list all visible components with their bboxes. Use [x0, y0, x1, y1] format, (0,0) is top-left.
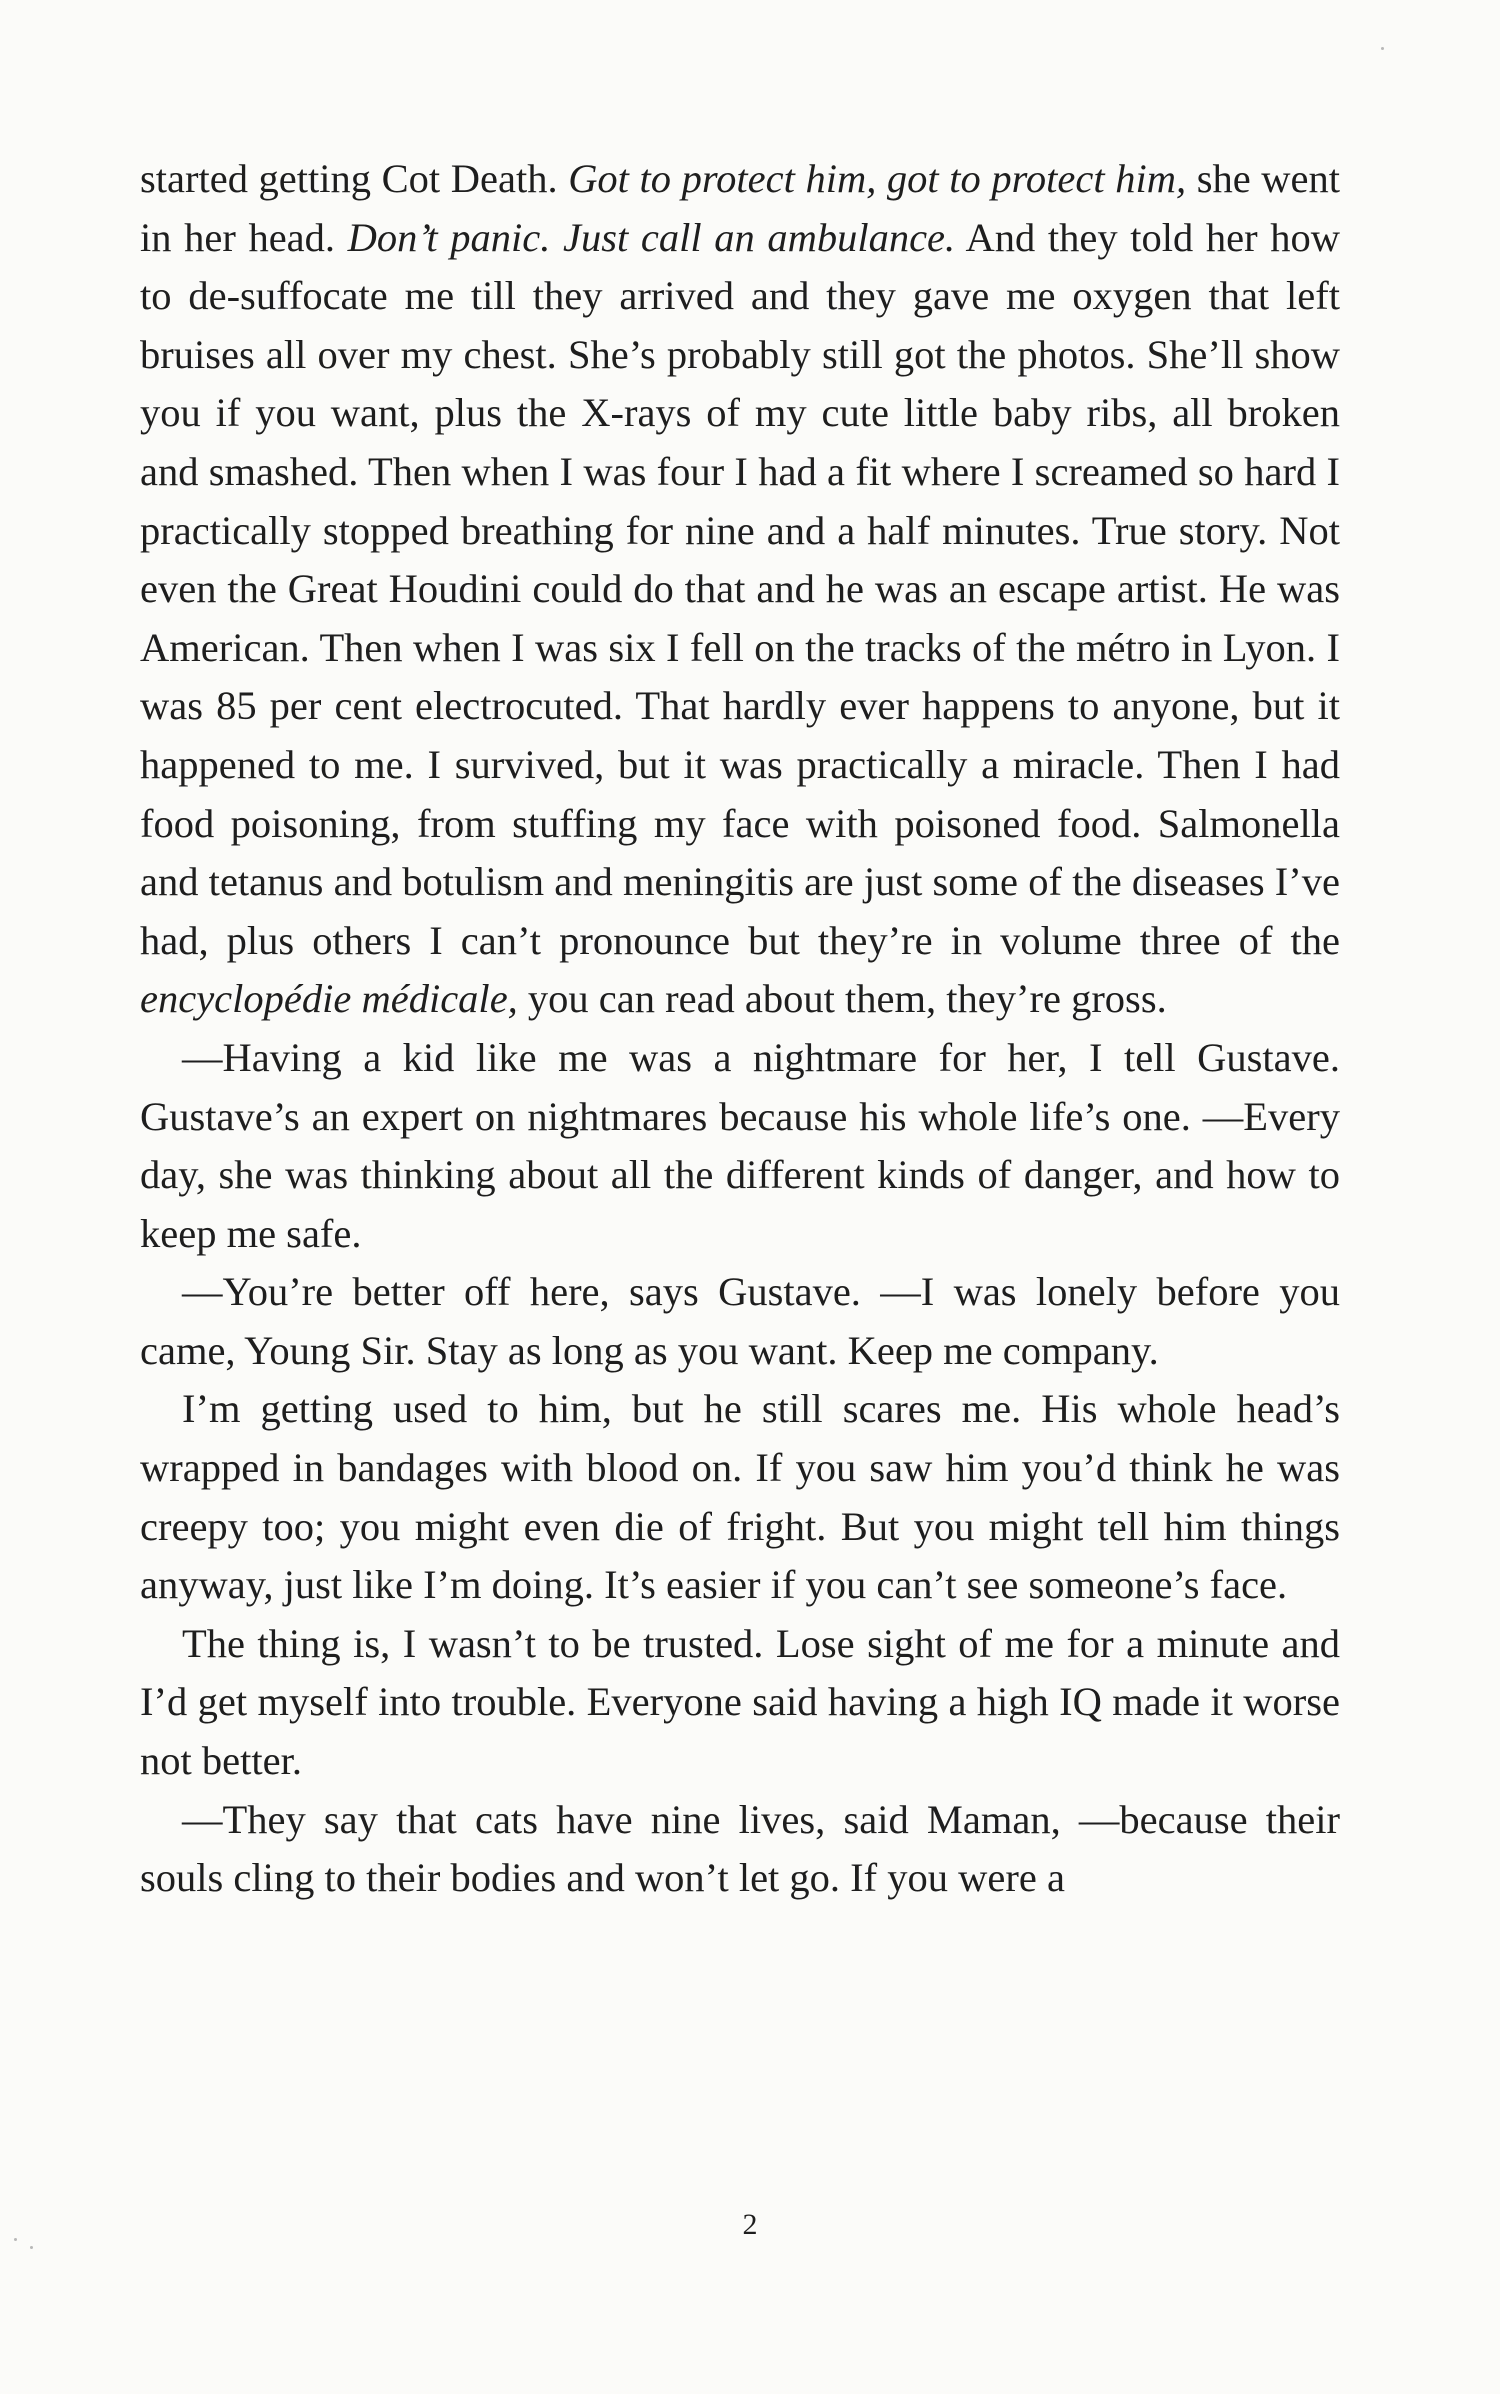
paper-speck — [30, 2246, 33, 2249]
text-run: you can read about them, they’re gross. — [517, 976, 1167, 1022]
paper-speck — [1381, 47, 1384, 50]
page-number: 2 — [742, 2208, 758, 2241]
body-text — [140, 150, 1340, 1908]
paragraph — [140, 1615, 1340, 1791]
text-run: I’m getting used to him, but he still scares me. His whole head’s wrapped in bandages with blood on. If you saw him you’d think he was creepy too; you might even die of fright. But you might tell him things anyway, just like I’m doing. It’s easier if you can’t see someone’s face. — [140, 1386, 1340, 1608]
paragraph — [140, 1791, 1340, 1908]
text-run: And they told her how to de-suffocate me till they arrived and they gave me oxygen that left bruises all over my chest. She’s probably still got the photos. She’ll show you if you want, plus the X-rays of my cute little baby ribs, all broken and smashed. Then when I was four I had a fit where I screamed so hard I practically stopped breathing for nine and a half minutes. True story. Not even the Great Houdini could do that and he was an escape artist. He was American. Then when I was six I fell on the tracks of the métro in Lyon. I was 85 per cent electrocuted. That hardly ever happens to anyone, but it happened to me. I survived, but it was practically a miracle. Then I had food poisoning, from stuffing my face with poisoned food. Salmonella and tetanus and botulism and meningitis are just some of the diseases I’ve had, plus others I can’t pronounce but they’re in volume three of the — [140, 214, 1340, 963]
text-run: —They say that cats have nine lives, said Maman, —because their souls cling to their bodies and won’t let go. If you were a — [140, 1796, 1340, 1901]
italic-text: Got to protect him, got to protect him, — [568, 156, 1187, 201]
paragraph — [140, 1380, 1340, 1614]
paragraph — [140, 1263, 1340, 1380]
text-run: she went in her head. — [140, 156, 1341, 260]
paragraph — [140, 150, 1340, 1029]
italic-text: Don’t panic. Just call an ambulance. — [347, 214, 956, 260]
paper-speck — [14, 2238, 17, 2241]
text-run: —You’re better off here, says Gustave. —I was lonely before you came, Young Sir. Stay as long as you want. Keep me company. — [140, 1269, 1340, 1373]
italic-text: encyclopédie médicale, — [140, 976, 518, 1022]
paragraph — [140, 1029, 1340, 1263]
text-run: started getting Cot Death. — [140, 156, 569, 201]
text-run: —Having a kid like me was a nightmare for her, I tell Gustave. Gustave’s an expert on nightmares because his whole life’s one. —Every day, she was thinking about all the different kinds of danger, and how to keep me safe. — [140, 1034, 1340, 1256]
text-run: The thing is, I wasn’t to be trusted. Lose sight of me for a minute and I’d get myself into trouble. Everyone said having a high IQ made it worse not better. — [140, 1620, 1340, 1784]
